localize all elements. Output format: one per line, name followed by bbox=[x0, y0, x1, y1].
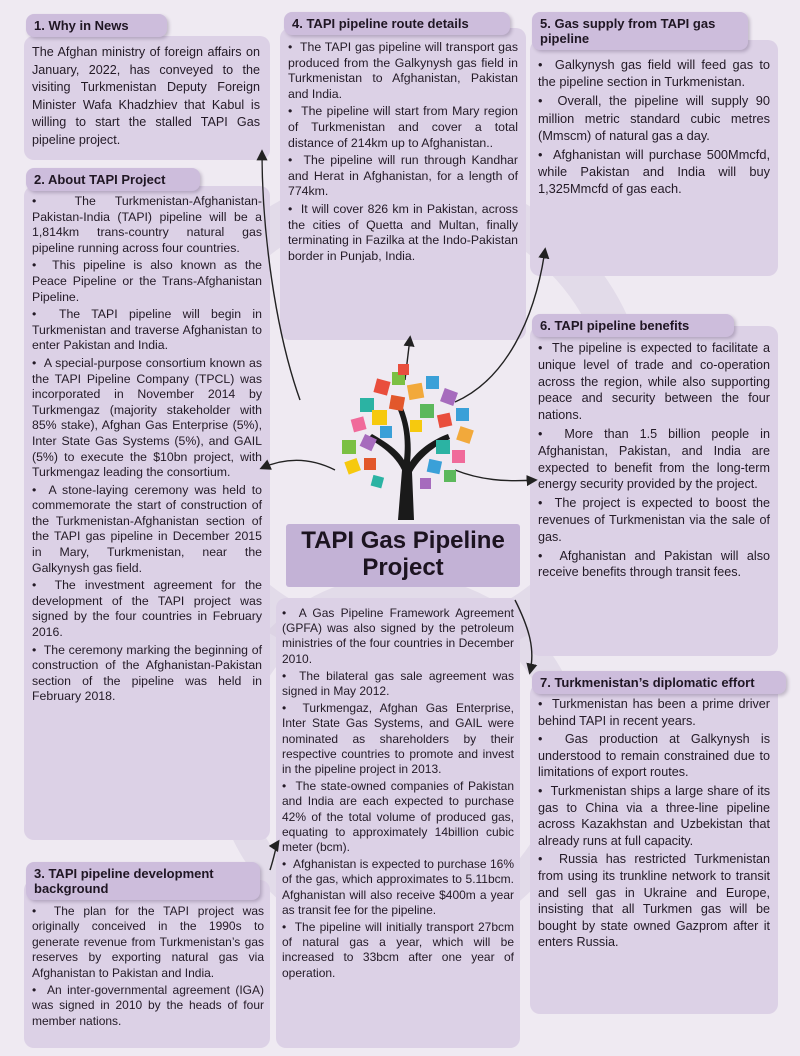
bullet-item: • The Turkmenistan-Afghanistan-Pakistan-India (TAPI) pipeline will be a 1,814km trans-country natural gas pipeline running across four countries. bbox=[32, 194, 262, 256]
bullet-item: • The pipeline will run through Kandhar and Herat in Afghanistan, for a length of 774km. bbox=[288, 153, 518, 200]
bullet-item: • The project is expected to boost the revenues of Turkmenistan via the sale of gas. bbox=[538, 495, 770, 545]
bullet-item: • Galkynysh gas field will feed gas to the pipeline section in Turkmenistan. bbox=[538, 56, 770, 90]
bullet-item: • The pipeline will start from Mary region of Turkmenistan and cover a total distance of 214km up to Afghanistan.. bbox=[288, 104, 518, 151]
bullet-item: • An inter-governmental agreement (IGA) was signed in 2010 by the heads of four member nations. bbox=[32, 983, 264, 1029]
bullet-item: • The plan for the TAPI project was originally conceived in the 1990s to generate revenue from Turkmenistan’s gas reserves by exporting natural gas via Afghanistan to Pakistan and India. bbox=[32, 904, 264, 981]
page-title: TAPI Gas Pipeline Project bbox=[286, 524, 520, 587]
section-heading-benefits: 6. TAPI pipeline benefits bbox=[532, 314, 734, 337]
bullet-item: • A Gas Pipeline Framework Agreement (GPFA) was also signed by the petroleum ministries of the four countries in December 2010. bbox=[282, 606, 514, 667]
bullet-item: • Turkmenistan ships a large share of its gas to China via a three-line pipeline across Kazakhstan and Uzbekistan that already runs at full capacity. bbox=[538, 783, 770, 849]
bullet-item: • Turkmengaz, Afghan Gas Enterprise, Inter State Gas Systems, and GAIL were nominated as shareholders by their respective countries to promote and invest in the pipeline project in 2013. bbox=[282, 701, 514, 777]
bullet-item: • A stone-laying ceremony was held to commemorate the start of construction of the Turkmenistan-Afghanistan section of the TAPI gas pipeline in December 2015 in Mary, Turkmenistan, near the Galkynysh gas field. bbox=[32, 483, 262, 577]
bullet-item: • Afghanistan will purchase 500Mmcfd, while Pakistan and India will buy 1,325Mmcfd of gas each. bbox=[538, 146, 770, 198]
bullet-item: • Afghanistan is expected to purchase 16% of the gas, which approximates to 5.11bcm. Afghanistan will also receive $400m a year as transit fee for the pipeline. bbox=[282, 857, 514, 918]
bullet-item: • The investment agreement for the development of the TAPI project was signed by the four countries in February 2016. bbox=[32, 578, 262, 640]
bullet-item: • Gas production at Galkynysh is understood to remain constrained due to limitations of export routes. bbox=[538, 731, 770, 781]
bullet-item: • Overall, the pipeline will supply 90 million metric standard cubic metres (Mmscm) of natural gas a day. bbox=[538, 92, 770, 144]
bullet-item: • The TAPI pipeline will begin in Turkmenistan and traverse Afghanistan to enter Pakistan and India. bbox=[32, 307, 262, 354]
section-heading-development-background: 3. TAPI pipeline development background bbox=[26, 862, 260, 900]
bullet-item: • The bilateral gas sale agreement was signed in May 2012. bbox=[282, 669, 514, 699]
section-heading-route-details: 4. TAPI pipeline route details bbox=[284, 12, 510, 35]
bullet-item: • Russia has restricted Turkmenistan from using its trunkline network to transit and sell gas in Ukraine and Europe, insisting that all Turkmen gas will be bought by state owned Gazprom after it enters Russia. bbox=[538, 851, 770, 951]
bullet-item: • The pipeline is expected to facilitate a unique level of trade and co-operation across the region, while also supporting peace and security between the four nations. bbox=[538, 340, 770, 424]
bullet-item: • The state-owned companies of Pakistan and India are each expected to purchase 42% of the total volume of produced gas, equating to approximately 14billion cubic meter (bcm). bbox=[282, 779, 514, 855]
bullet-item: • The TAPI gas pipeline will transport gas produced from the Galkynysh gas field in Turkmenistan to Afghanistan, Pakistan and India. bbox=[288, 40, 518, 102]
bullet-item: • A special-purpose consortium known as the TAPI Pipeline Company (TPCL) was incorporated in November 2014 by Turkmengaz (majority stakeholder with 85% stake), Afghan Gas Enterprise (5%), Inter State Gas Systems (5%), and GAIL (5%) to execute the $10bn project, with Turkmengaz leading the consortium. bbox=[32, 356, 262, 481]
section-heading-why-in-news: 1. Why in News bbox=[26, 14, 167, 37]
bullet-item: • Afghanistan and Pakistan will also receive benefits through transit fees. bbox=[538, 548, 770, 582]
section-heading-gas-supply: 5. Gas supply from TAPI gas pipeline bbox=[532, 12, 748, 50]
bullet-item: • The pipeline will initially transport 27bcm of natural gas a year, which will be increased to 33bcm after one year of operation. bbox=[282, 920, 514, 981]
bullet-item: • It will cover 826 km in Pakistan, across the cities of Quetta and Multan, finally terminating in Fazilka at the Indo-Pakistan border in Punjab, India. bbox=[288, 202, 518, 264]
bullet-item: • The ceremony marking the beginning of construction of the Afghanistan-Pakistan section of the pipeline was held in February 2018. bbox=[32, 643, 262, 705]
bullet-item: • This pipeline is also known as the Peace Pipeline or the Trans-Afghanistan Pipeline. bbox=[32, 258, 262, 305]
bullet-item: • Turkmenistan has been a prime driver behind TAPI in recent years. bbox=[538, 696, 770, 729]
bullet-item: • More than 1.5 billion people in Afghanistan, Pakistan, and India are expected to benefit from the long-term energy security provided by the project. bbox=[538, 426, 770, 493]
section-heading-diplomatic-effort: 7. Turkmenistan’s diplomatic effort bbox=[532, 671, 786, 694]
paragraph: The Afghan ministry of foreign affairs on January, 2022, has conveyed to the visiting Turkmenistan Deputy Foreign Minister Wafa Khadzhiev that Kabul is willing to start the stalled TAPI Gas pipeline project. bbox=[32, 45, 260, 147]
section-heading-about-tapi: 2. About TAPI Project bbox=[26, 168, 200, 191]
